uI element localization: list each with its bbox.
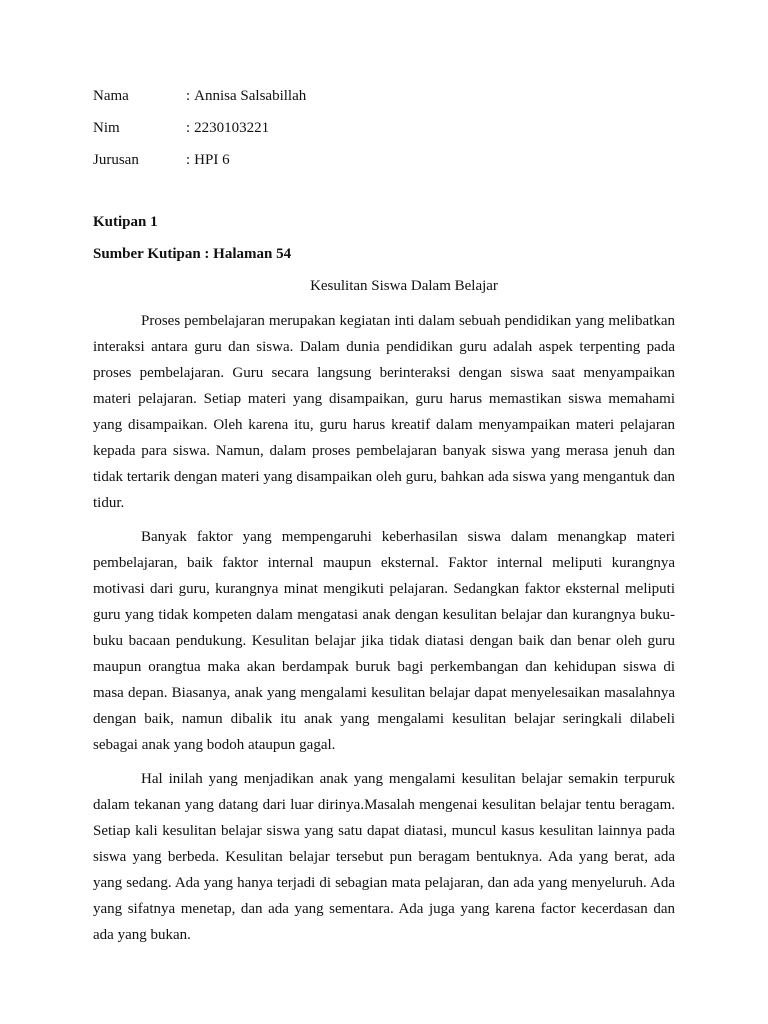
info-row-name	[93, 84, 675, 116]
article-title: Kesulitan Siswa Dalam Belajar	[310, 278, 498, 294]
major-value: HPI 6	[194, 152, 230, 168]
nim-separator: :	[186, 120, 191, 136]
article-paragraph-2: Banyak faktor yang mempengaruhi keberhasilan siswa dalam menangkap materi pembelajaran, baik faktor internal maupun eksternal. Faktor internal meliputi kurangnya motivasi dari guru, kurangnya minat mengikuti pelajaran. Sedangkan faktor eksternal meliputi guru yang tidak kompeten dalam mengatasi anak dengan kesulitan belajar dan kurangnya buku-buku bacaan pendukung. Kesulitan belajar jika tidak diatasi dengan baik dan benar oleh guru maupun orangtua maka akan berdampak buruk bagi perkembangan dan kehidupan siswa di masa depan. Biasanya, anak yang mengalami kesulitan belajar dapat menyelesaikan masalahnya dengan baik, namun dibalik itu anak yang mengalami kesulitan belajar seringkali dilabeli sebagai anak yang bodoh ataupun gagal.	[93, 529, 675, 753]
quote-source: Sumber Kutipan : Halaman 54	[93, 246, 292, 262]
major-label: Jurusan	[93, 152, 139, 168]
section-spacer	[93, 180, 675, 210]
quote-heading: Kutipan 1	[93, 214, 158, 230]
info-row-nim	[93, 116, 675, 148]
name-value: Annisa Salsabillah	[194, 88, 307, 104]
article-paragraph-1: Proses pembelajaran merupakan kegiatan inti dalam sebuah pendidikan yang melibatkan interaksi antara guru dan siswa. Dalam dunia pendidikan guru adalah aspek terpenting pada proses pembelajaran. Guru secara langsung berinteraksi dengan siswa saat menyampaikan materi pelajaran. Setiap materi yang disampaikan, guru harus memastikan siswa memahami yang disampaikan. Oleh karena itu, guru harus kreatif dalam menyampaikan materi pelajaran kepada para siswa. Namun, dalam proses pembelajaran banyak siswa yang merasa jenuh dan tidak tertarik dengan materi yang disampaikan oleh guru, bahkan ada siswa yang mengantuk dan tidur.	[93, 313, 675, 511]
name-label: Nama	[93, 88, 129, 104]
info-row-major	[93, 148, 675, 180]
major-separator: :	[186, 152, 191, 168]
document-page	[93, 84, 675, 956]
nim-value: 2230103221	[194, 120, 270, 136]
article-paragraph-3: Hal inilah yang menjadikan anak yang mengalami kesulitan belajar semakin terpuruk dalam tekanan yang datang dari luar dirinya.Masalah mengenai kesulitan belajar tentu beragam. Setiap kali kesulitan belajar siswa yang satu dapat diatasi, muncul kasus kesulitan lainnya pada siswa yang berbeda. Kesulitan belajar tersebut pun beragam bentuknya. Ada yang berat, ada yang sedang. Ada yang hanya terjadi di sebagian mata pelajaran, dan ada yang menyeluruh. Ada yang sifatnya menetap, dan ada yang sementara. Ada juga yang karena factor kecerdasan dan ada yang bukan.	[93, 771, 675, 943]
nim-label: Nim	[93, 120, 120, 136]
name-separator: :	[186, 88, 191, 104]
